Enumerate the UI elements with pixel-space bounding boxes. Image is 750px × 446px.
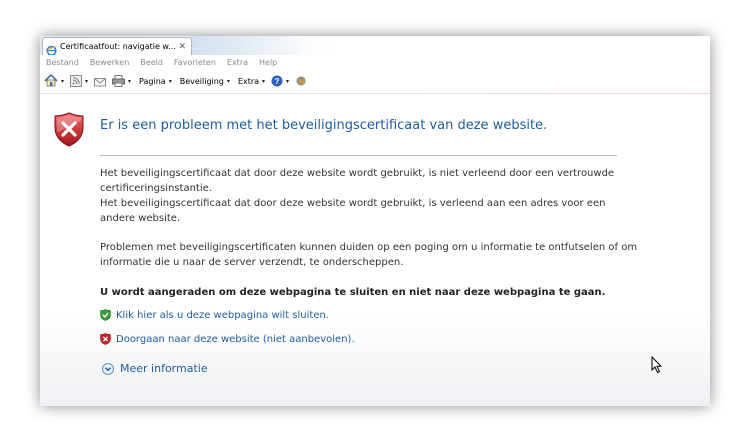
menu-bewerken[interactable]: Bewerken [89,58,130,67]
browser-window [40,36,710,406]
research-icon [295,72,307,91]
help-button[interactable] [271,72,289,91]
recommendation-text: U wordt aangeraden om deze webpagina te sluiten en niet naar deze webpagina te gaan. [100,287,606,298]
research-button[interactable] [295,72,307,91]
mouse-cursor-icon [651,356,663,374]
close-page-link[interactable]: Klik hier als u deze webpagina wilt sluiten. [116,309,329,321]
feeds-dropdown-icon[interactable]: ▾ [85,77,89,85]
tab-close-icon[interactable]: ✕ [178,41,186,52]
red-shield-x-icon [100,333,111,345]
printer-icon [112,72,125,91]
tab-strip-glow [190,36,310,55]
security-menu-button[interactable] [178,77,230,86]
continue-link-row[interactable] [100,333,355,345]
close-page-link-row[interactable] [100,309,329,321]
tab-title: Certificaatfout: navigatie w... [60,42,176,51]
explanation-line-untrusted: Het beveiligingscertificaat dat door deze website wordt gebruikt, is niet verleend door een vertrouwde certificeringsinstantie. [100,168,615,194]
continue-to-website-link[interactable]: Doorgaan naar deze website (niet aanbevolen). [116,333,355,345]
more-information-toggle[interactable] [102,362,208,375]
home-dropdown-icon[interactable]: ▾ [61,77,65,85]
tools-menu-button[interactable] [236,77,265,86]
security-dropdown-icon: ▾ [226,77,230,85]
more-information-label: Meer informatie [120,362,208,375]
print-button[interactable] [112,72,131,91]
page-menu-button[interactable] [137,77,172,86]
menu-bar [40,55,710,70]
tools-menu-label: Extra [237,76,260,86]
help-icon [271,72,283,91]
error-heading: Er is een probleem met het beveiligingscertificaat van deze website. [100,118,548,133]
green-shield-check-icon [100,309,111,321]
tools-dropdown-icon: ▾ [262,77,266,85]
expand-chevron-icon [102,363,114,375]
error-shield-icon [53,112,85,147]
heading-divider [100,155,617,156]
page-menu-label: Pagina [139,76,166,86]
menu-extra[interactable]: Extra [226,58,249,67]
home-button[interactable] [44,72,64,91]
tab-certificate-error[interactable] [42,37,192,55]
svg-text:?: ? [274,76,280,86]
feeds-button[interactable] [70,72,88,91]
print-dropdown-icon[interactable]: ▾ [128,77,132,85]
mail-button[interactable] [94,72,106,91]
internet-explorer-icon [46,41,57,52]
page-dropdown-icon: ▾ [168,77,172,85]
mail-icon [94,72,106,91]
security-menu-label: Beveiliging [179,76,224,86]
menu-bestand[interactable]: Bestand [46,58,79,67]
certificate-error-page [40,94,710,406]
certificate-explanation [100,166,640,226]
menu-favorieten[interactable]: Favorieten [173,58,216,67]
tab-strip [40,36,710,55]
rss-feed-icon [70,72,82,91]
command-bar [40,70,710,92]
help-dropdown-icon[interactable]: ▾ [286,77,290,85]
home-icon [44,72,58,91]
menu-help[interactable]: Help [259,58,278,67]
menu-beeld[interactable]: Beeld [140,58,163,67]
risk-explanation: Problemen met beveiligingscertificaten kunnen duiden op een poging om u informatie te ontfutselen of om informatie die u naar de server verzendt, te onderscheppen. [100,242,638,268]
explanation-line-mismatch: Het beveiligingscertificaat dat door deze website wordt gebruikt, is verleend aan een adres voor een andere website. [100,198,606,224]
